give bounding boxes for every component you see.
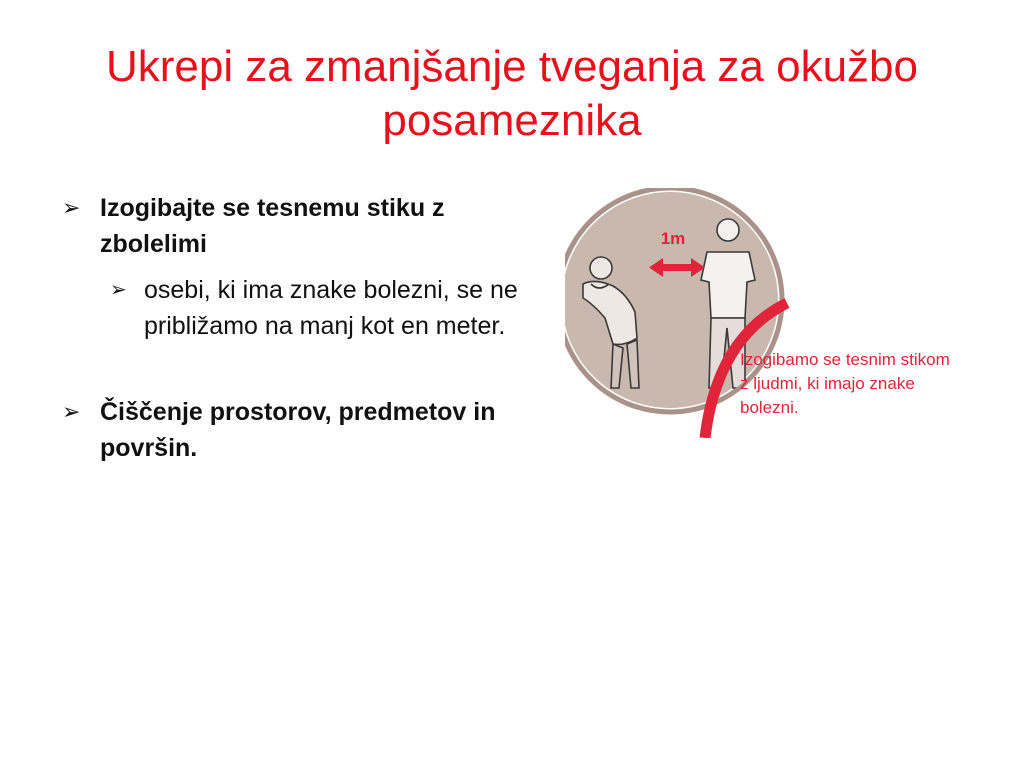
arrow-bullet-icon: ➢ [110, 279, 127, 301]
arrow-bullet-icon: ➢ [62, 195, 81, 220]
illustration-caption: Izogibamo se tesnim stikom z ljudmi, ki imajo znake bolezni. [740, 350, 950, 417]
arrow-bullet-icon: ➢ [62, 399, 81, 424]
bullet-list [62, 190, 532, 466]
distance-label: 1m [660, 229, 686, 248]
bullet-item [62, 190, 532, 262]
bullet-text: Čiščenje prostorov, predmetov in površin. [100, 398, 496, 462]
slide-title: Ukrepi za zmanjšanje tveganja za okužbo posameznika [105, 42, 918, 145]
sub-bullet-item [110, 272, 532, 344]
bullet-text: Izogibajte se tesnemu stiku z zbolelimi [100, 194, 445, 258]
sub-bullet-text: osebi, ki ima znake bolezni, se ne približamo na manj kot en meter. [144, 276, 518, 340]
bullet-item [62, 394, 532, 466]
